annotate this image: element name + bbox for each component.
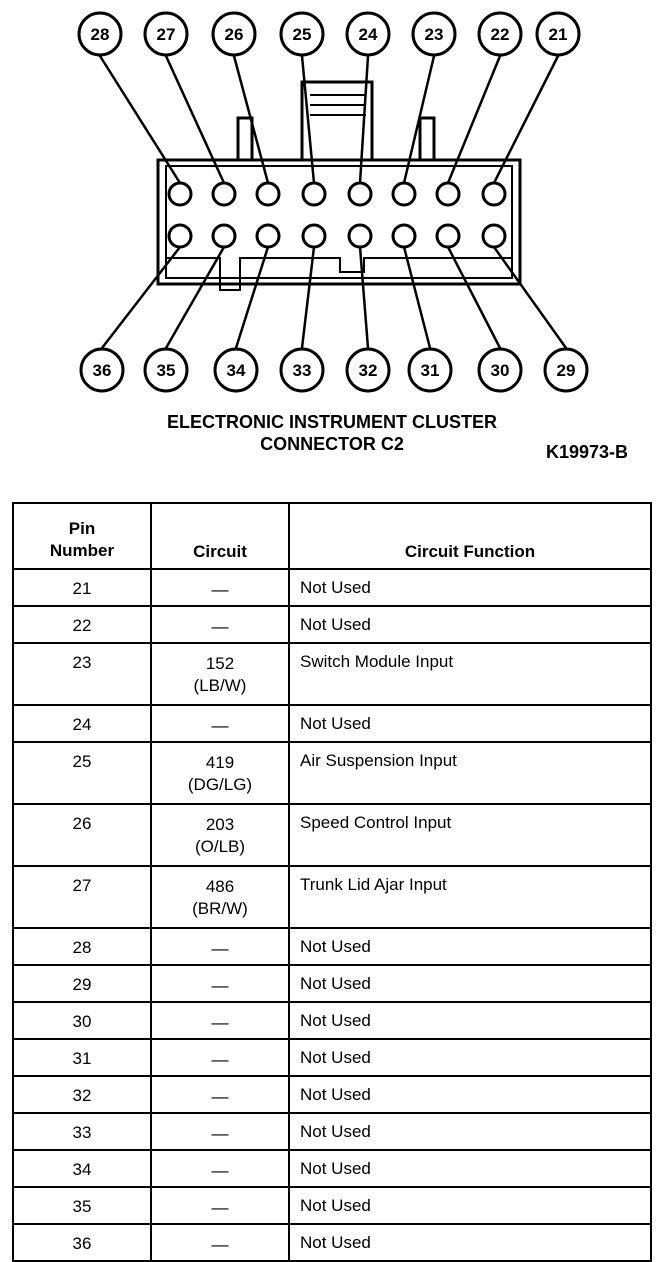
table-row — [13, 742, 651, 804]
pin-socket-31 — [393, 225, 415, 247]
circuit-color: (BR/W) — [192, 899, 248, 918]
leader-line-30 — [448, 247, 500, 348]
table-header-row — [13, 503, 651, 569]
circuit-cell — [151, 1224, 289, 1261]
circuit-function-cell: Not Used — [289, 965, 651, 1002]
pin-callout-label: 21 — [548, 25, 568, 44]
pin-number-cell: 27 — [13, 866, 151, 928]
circuit-number: 152 — [205, 654, 235, 673]
circuit-number: — — [211, 1198, 229, 1217]
pin-callout-label: 36 — [92, 361, 112, 380]
pin-number-cell: 29 — [13, 965, 151, 1002]
circuit-number: — — [211, 1124, 229, 1143]
leader-line-33 — [302, 247, 314, 348]
circuit-color: (O/LB) — [194, 837, 246, 856]
pin-callout-label: 27 — [156, 25, 176, 44]
pin-callout-label: 28 — [90, 25, 110, 44]
pin-number-cell: 34 — [13, 1150, 151, 1187]
pin-number-cell: 33 — [13, 1113, 151, 1150]
circuit-cell — [151, 569, 289, 606]
pin-callout-label: 23 — [424, 25, 444, 44]
pin-number-cell: 24 — [13, 705, 151, 742]
circuit-function-cell: Not Used — [289, 1076, 651, 1113]
table-row — [13, 705, 651, 742]
pin-callout-label: 24 — [358, 25, 378, 44]
circuit-number: 203 — [205, 815, 235, 834]
circuit-function-cell: Not Used — [289, 606, 651, 643]
header-pin-line1: Pin — [68, 519, 96, 538]
table-row — [13, 1150, 651, 1187]
table-row — [13, 1002, 651, 1039]
pin-sockets — [169, 183, 505, 247]
pin-callout-label: 32 — [358, 361, 378, 380]
pin-socket-36 — [169, 225, 191, 247]
connector-housing — [158, 82, 520, 290]
pin-number-cell: 30 — [13, 1002, 151, 1039]
circuit-cell — [151, 1150, 289, 1187]
circuit-number: — — [211, 1050, 229, 1069]
table-row — [13, 606, 651, 643]
circuit-number: — — [211, 580, 229, 599]
circuit-number: — — [211, 716, 229, 735]
pin-callouts — [79, 13, 587, 391]
leader-line-27 — [166, 56, 224, 183]
circuit-function-cell: Not Used — [289, 1002, 651, 1039]
circuit-number: — — [211, 1235, 229, 1254]
pin-number-cell: 21 — [13, 569, 151, 606]
circuit-number: — — [211, 976, 229, 995]
pin-number-cell: 31 — [13, 1039, 151, 1076]
table-row — [13, 1187, 651, 1224]
pin-callout-label: 22 — [490, 25, 510, 44]
pin-number-cell: 23 — [13, 643, 151, 705]
circuit-cell — [151, 928, 289, 965]
circuit-cell — [151, 1113, 289, 1150]
pin-number-cell: 26 — [13, 804, 151, 866]
table-body — [13, 569, 651, 1261]
circuit-cell — [151, 742, 289, 804]
pin-socket-29 — [483, 225, 505, 247]
circuit-function-cell: Not Used — [289, 569, 651, 606]
diagram-title-line1: ELECTRONIC INSTRUMENT CLUSTER — [167, 412, 497, 432]
figure-id: K19973-B — [545, 442, 628, 462]
header-pin-line2: Number — [49, 541, 115, 560]
pin-number-cell: 36 — [13, 1224, 151, 1261]
pin-socket-21 — [483, 183, 505, 205]
header-circuit-function: Circuit Function — [289, 503, 651, 569]
circuit-color: (LB/W) — [193, 676, 247, 695]
circuit-function-cell: Not Used — [289, 1039, 651, 1076]
leader-line-24 — [360, 56, 368, 183]
header-circuit: Circuit — [151, 503, 289, 569]
pin-socket-33 — [303, 225, 325, 247]
circuit-number: — — [211, 1087, 229, 1106]
circuit-cell — [151, 965, 289, 1002]
circuit-function-cell: Trunk Lid Ajar Input — [289, 866, 651, 928]
pin-socket-30 — [437, 225, 459, 247]
pin-callout-label: 29 — [556, 361, 576, 380]
table-row — [13, 643, 651, 705]
pin-table — [12, 502, 652, 1262]
pin-callout-label: 26 — [224, 25, 244, 44]
circuit-function-cell: Not Used — [289, 928, 651, 965]
leader-line-21 — [494, 56, 558, 183]
table-row — [13, 804, 651, 866]
leader-line-29 — [494, 247, 566, 348]
pin-callout-label: 31 — [420, 361, 440, 380]
pin-callout-label: 34 — [226, 361, 246, 380]
pin-socket-22 — [437, 183, 459, 205]
pin-socket-25 — [303, 183, 325, 205]
circuit-function-cell: Not Used — [289, 1113, 651, 1150]
circuit-cell — [151, 1187, 289, 1224]
circuit-number: — — [211, 1013, 229, 1032]
leader-line-35 — [166, 247, 224, 348]
table-row — [13, 965, 651, 1002]
circuit-function-cell: Not Used — [289, 705, 651, 742]
circuit-cell — [151, 1039, 289, 1076]
circuit-function-cell: Air Suspension Input — [289, 742, 651, 804]
circuit-function-cell: Not Used — [289, 1150, 651, 1187]
pin-callout-label: 25 — [292, 25, 312, 44]
table-row — [13, 569, 651, 606]
table-row — [13, 1113, 651, 1150]
circuit-number: 486 — [205, 877, 235, 896]
pin-socket-27 — [213, 183, 235, 205]
pin-number-cell: 35 — [13, 1187, 151, 1224]
pin-number-cell: 22 — [13, 606, 151, 643]
circuit-color: (DG/LG) — [187, 775, 253, 794]
circuit-function-cell: Not Used — [289, 1224, 651, 1261]
header-pin-number — [13, 503, 151, 569]
table-row — [13, 928, 651, 965]
pin-socket-35 — [213, 225, 235, 247]
connector-diagram — [0, 0, 672, 470]
circuit-number: 419 — [205, 753, 235, 772]
table-row — [13, 866, 651, 928]
diagram-title-line2: CONNECTOR C2 — [260, 434, 404, 454]
pin-number-cell: 25 — [13, 742, 151, 804]
table-row — [13, 1076, 651, 1113]
circuit-function-cell: Not Used — [289, 1187, 651, 1224]
circuit-number: — — [211, 939, 229, 958]
table-row — [13, 1224, 651, 1261]
pin-socket-32 — [349, 225, 371, 247]
circuit-number: — — [211, 617, 229, 636]
leader-line-28 — [100, 56, 180, 183]
pin-number-cell: 32 — [13, 1076, 151, 1113]
leader-line-36 — [102, 247, 180, 348]
leader-line-22 — [448, 56, 500, 183]
leader-line-31 — [404, 247, 430, 348]
circuit-cell — [151, 866, 289, 928]
circuit-cell — [151, 705, 289, 742]
pin-socket-34 — [257, 225, 279, 247]
circuit-cell — [151, 1076, 289, 1113]
circuit-cell — [151, 606, 289, 643]
pin-callout-label: 35 — [156, 361, 176, 380]
circuit-cell — [151, 1002, 289, 1039]
pin-socket-26 — [257, 183, 279, 205]
pin-number-cell: 28 — [13, 928, 151, 965]
circuit-cell — [151, 804, 289, 866]
circuit-function-cell: Speed Control Input — [289, 804, 651, 866]
pin-callout-label: 33 — [292, 361, 312, 380]
circuit-number: — — [211, 1161, 229, 1180]
pin-callout-label: 30 — [490, 361, 510, 380]
table-row — [13, 1039, 651, 1076]
circuit-cell — [151, 643, 289, 705]
pin-socket-28 — [169, 183, 191, 205]
leader-line-25 — [302, 56, 314, 183]
circuit-function-cell: Switch Module Input — [289, 643, 651, 705]
pin-socket-24 — [349, 183, 371, 205]
pin-socket-23 — [393, 183, 415, 205]
